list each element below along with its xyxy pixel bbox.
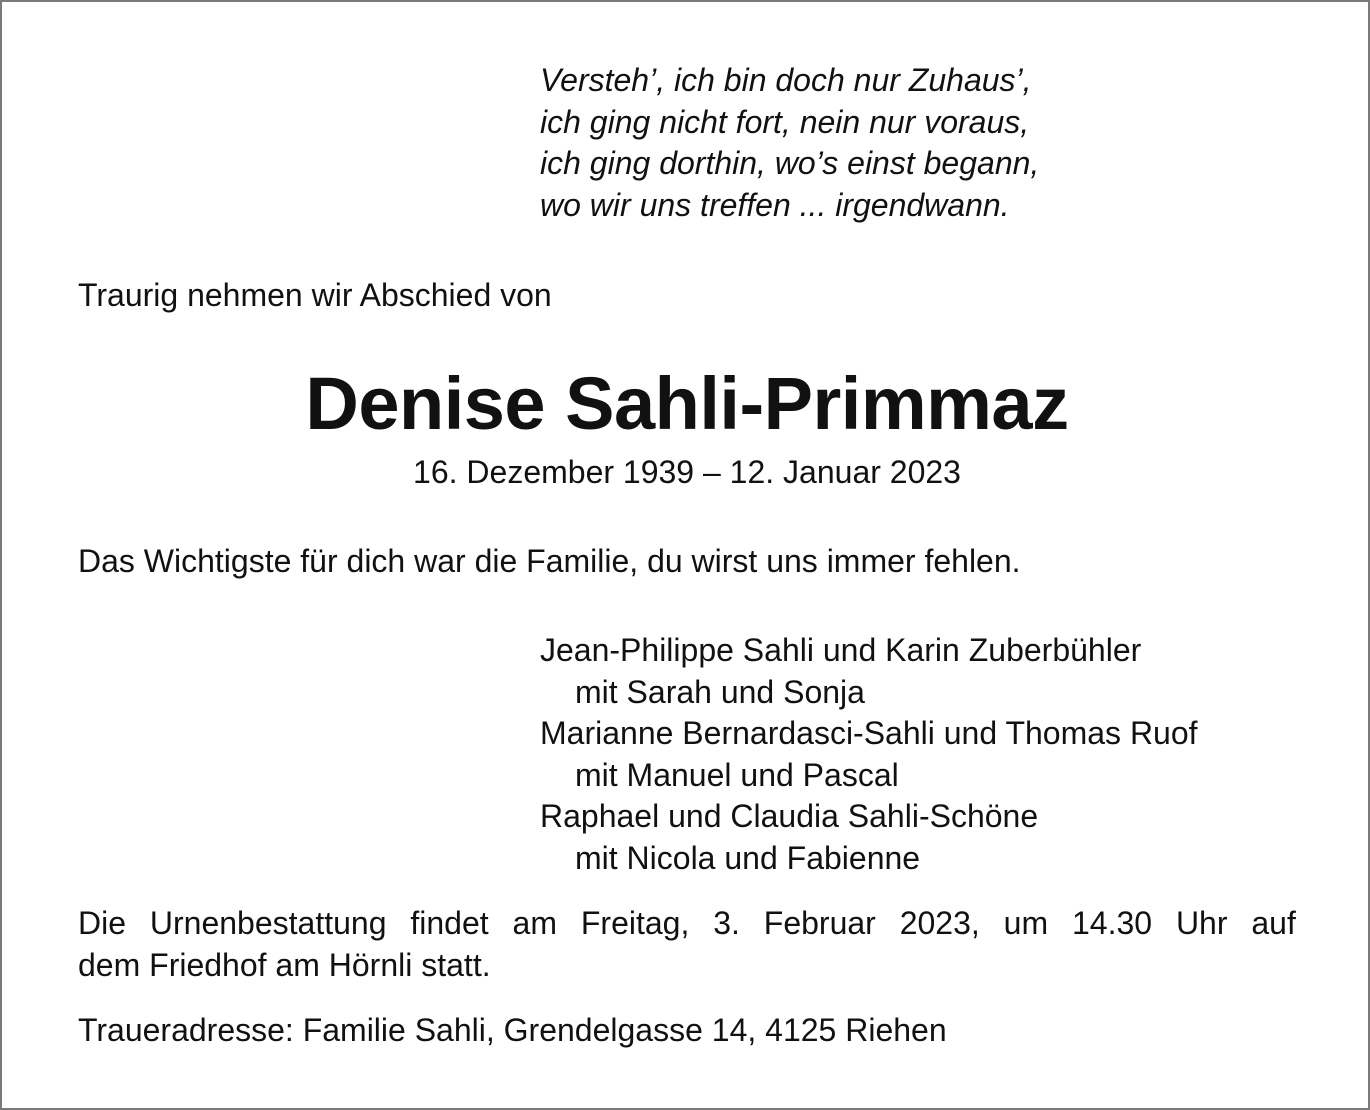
funeral-info (78, 902, 1296, 986)
funeral-word: 14.30 (1071, 905, 1153, 941)
mourner-children-line: mit Nicola und Fabienne (575, 839, 921, 876)
mourning-address: Traueradresse: Familie Sahli, Grendelgasse 14, 4125 Riehen (78, 1012, 947, 1048)
funeral-word: Die (78, 905, 127, 941)
mourner-line: Marianne Bernardasci-Sahli und Thomas Ruof (540, 715, 1198, 751)
funeral-info-line: dem Friedhof am Hörnli statt. (78, 947, 491, 983)
funeral-word: Urnenbestattung (149, 905, 387, 941)
mourners-list (540, 630, 1198, 879)
funeral-word: Freitag, (580, 905, 690, 941)
motto-text: Das Wichtigste für dich war die Familie, du wirst uns immer fehlen. (78, 543, 1021, 579)
mourner-children-line: mit Manuel und Pascal (575, 756, 899, 793)
funeral-info-line (78, 902, 1296, 944)
poem-line: wo wir uns treffen ... irgendwann. (540, 186, 1010, 223)
poem-line: ich ging nicht fort, nein nur voraus, (540, 103, 1030, 140)
funeral-word: am (512, 905, 557, 941)
funeral-word: um (1003, 905, 1049, 941)
funeral-word: Februar (763, 905, 876, 941)
intro-text: Traurig nehmen wir Abschied von (78, 277, 552, 313)
funeral-word: findet (410, 905, 489, 941)
funeral-word: 3. (713, 905, 740, 941)
funeral-word: auf (1251, 905, 1296, 941)
mourner-line: Jean-Philippe Sahli und Karin Zuberbühler (540, 632, 1142, 668)
poem-line: Versteh’, ich bin doch nur Zuhaus’, (540, 62, 1032, 98)
poem (540, 60, 1039, 226)
mourner-line: Raphael und Claudia Sahli-Schöne (540, 798, 1039, 834)
poem-line: ich ging dorthin, wo’s einst begann, (540, 145, 1040, 181)
deceased-name: Denise Sahli-Primmaz (305, 362, 1069, 445)
mourner-children-line: mit Sarah und Sonja (575, 673, 865, 710)
life-dates: 16. Dezember 1939 – 12. Januar 2023 (413, 454, 961, 490)
funeral-word: Uhr (1175, 905, 1228, 941)
funeral-word: 2023, (899, 905, 980, 941)
